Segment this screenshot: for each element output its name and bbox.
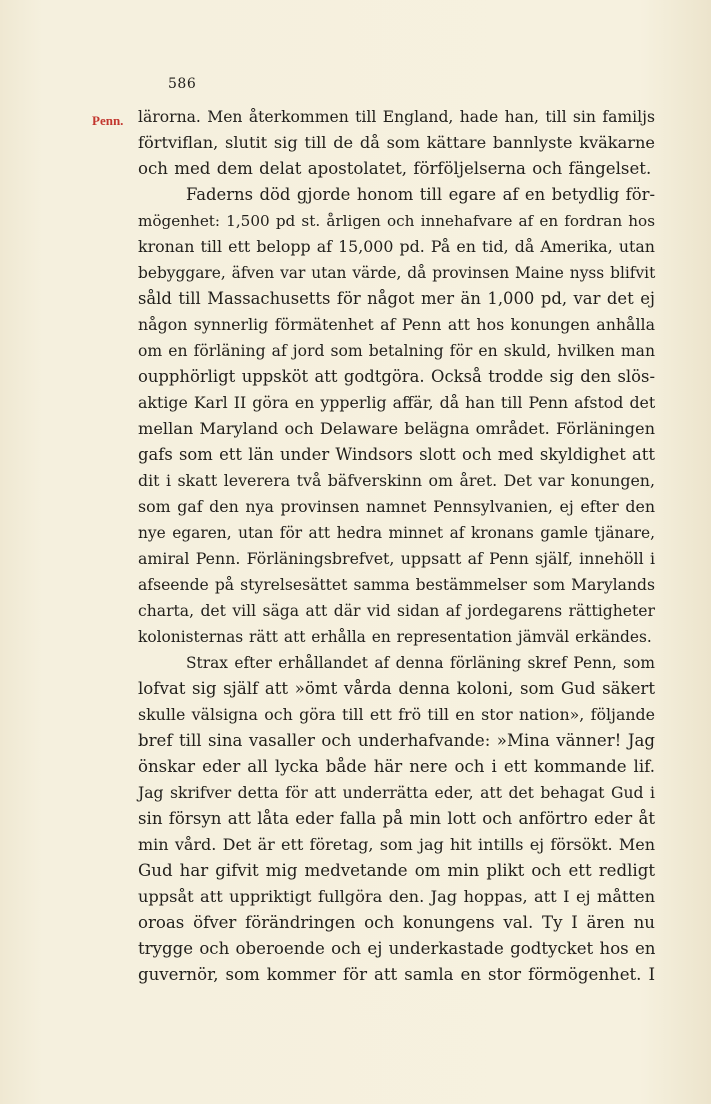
text-line: lärorna. Men återkommen till England, hade han, till sin familjs xyxy=(138,108,655,126)
text-line: Jag skrifver detta för att underrätta eder, att det behagat Gud i xyxy=(138,784,655,802)
text-line: förtviflan, slutit sig till de då som kättare bannlyste kväkarne xyxy=(138,133,655,152)
text-line: oroas öfver förändringen och konungens val. Ty I ären nu xyxy=(138,913,655,932)
text-line: kronan till ett belopp af 15,000 pd. På en tid, då Amerika, utan xyxy=(138,237,655,256)
text-line: lofvat sig själf att »ömt vårda denna koloni, som Gud säkert xyxy=(138,679,655,698)
text-line: Faderns död gjorde honom till egare af en betydlig för- xyxy=(186,185,655,204)
text-line: mellan Maryland och Delaware belägna området. Förläningen xyxy=(138,419,655,438)
text-line: bref till sina vasaller och underhafvande: »Mina vänner! Jag xyxy=(138,731,655,750)
text-line: och med dem delat apostolatet, förföljelserna och fängelset. xyxy=(138,159,652,178)
text-line: mögenhet: 1,500 pd st. årligen och innehafvare af en fordran hos xyxy=(138,212,655,230)
text-line: guvernör, som kommer för att samla en stor förmögenhet. I xyxy=(138,965,655,984)
text-line: som gaf den nya provinsen namnet Pennsylvanien, ej efter den xyxy=(138,497,655,516)
text-line: aktige Karl II göra en ypperlig affär, då han till Penn afstod det xyxy=(138,393,656,412)
text-line: önskar eder all lycka både här nere och i ett kommande lif. xyxy=(138,757,655,776)
margin-note: Penn. xyxy=(92,113,124,128)
text-line: gafs som ett län under Windsors slott och med skyldighet att xyxy=(138,445,655,464)
text-line: charta, det vill säga att där vid sidan af jordegarens rättigheter xyxy=(138,602,655,620)
text-line: min vård. Det är ett företag, som jag hit intills ej försökt. Men xyxy=(138,835,655,854)
text-line: dit i skatt leverera två bäfverskinn om året. Det var konungen, xyxy=(138,471,655,490)
text-line: såld till Massachusetts för något mer än 1,000 pd, var det ej xyxy=(138,289,655,308)
body-text xyxy=(138,104,655,988)
text-line: kolonisternas rätt att erhålla en representation jämväl erkändes. xyxy=(138,628,652,646)
text-line: bebyggare, äfven var utan värde, då provinsen Maine nyss blifvit xyxy=(138,264,656,282)
page-number: 586 xyxy=(168,76,197,92)
text-line: skulle välsigna och göra till ett frö till en stor nation», följande xyxy=(138,705,655,724)
text-line: uppsåt att uppriktigt fullgöra den. Jag hoppas, att I ej måtten xyxy=(138,887,655,906)
text-line: någon synnerlig förmätenhet af Penn att hos konungen anhålla xyxy=(138,315,655,334)
text-line: amiral Penn. Förläningsbrefvet, uppsatt af Penn själf, innehöll i xyxy=(138,549,655,568)
text-line: oupphörligt uppsköt att godtgöra. Också trodde sig den slös- xyxy=(138,367,655,386)
text-line: om en förläning af jord som betalning för en skuld, hvilken man xyxy=(138,342,655,360)
text-line: nye egaren, utan för att hedra minnet af kronans gamle tjänare, xyxy=(138,524,655,542)
text-line: Gud har gifvit mig medvetande om min plikt och ett redligt xyxy=(138,861,655,880)
text-line: Strax efter erhållandet af denna förläning skref Penn, som xyxy=(186,654,655,672)
text-line: afseende på styrelsesättet samma bestämmelser som Marylands xyxy=(138,576,655,594)
text-line: trygge och oberoende och ej underkastade godtycket hos en xyxy=(138,939,656,958)
text-line: sin försyn att låta eder falla på min lott och anförtro eder åt xyxy=(138,809,656,828)
